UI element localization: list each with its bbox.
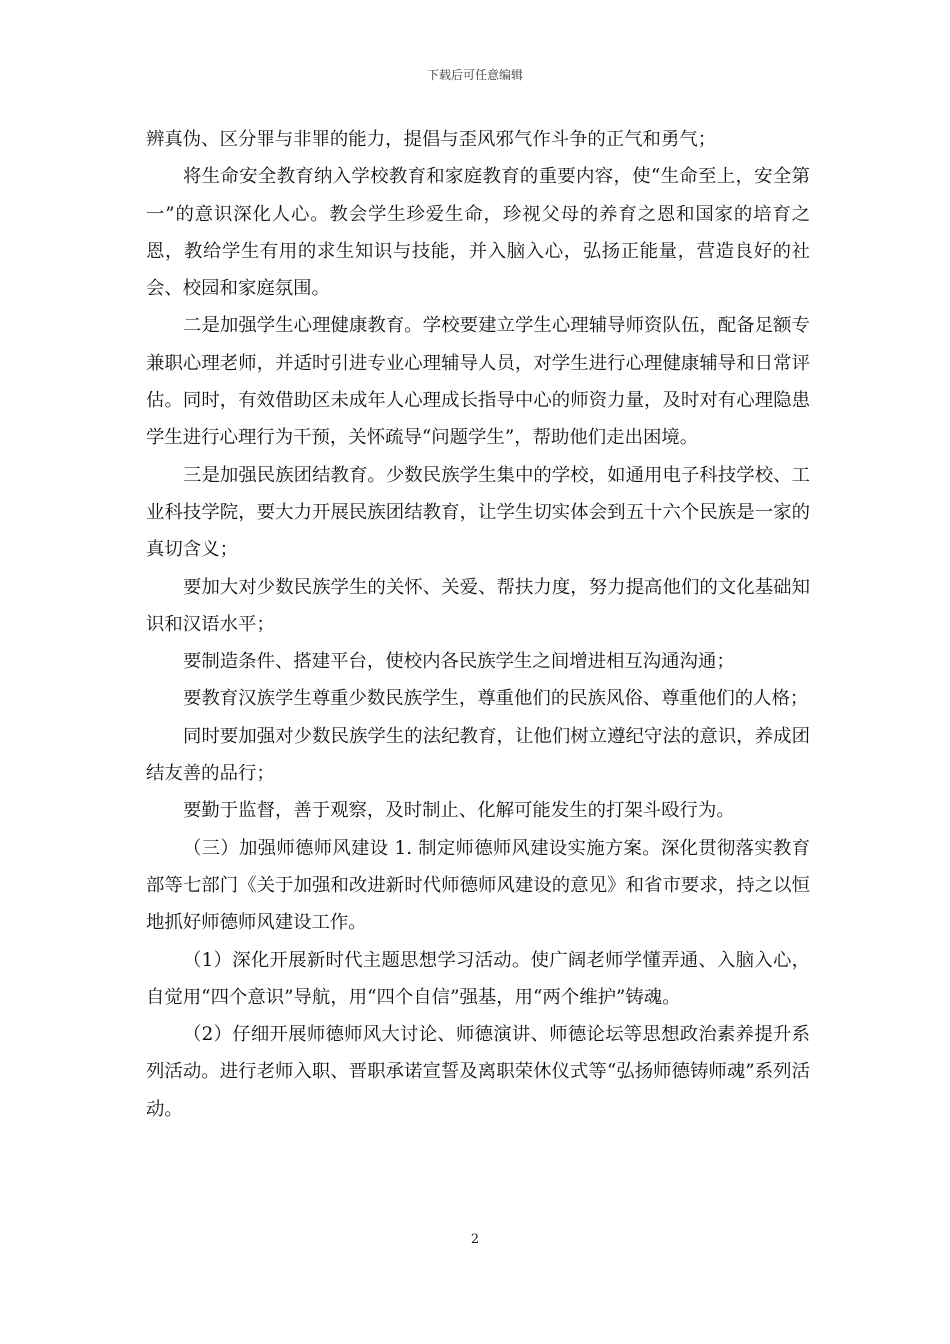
paragraph: 要加大对少数民族学生的关怀、关爱、帮扶力度，努力提高他们的文化基础知识和汉语水平；: [146, 576, 810, 635]
paragraph: 同时要加强对少数民族学生的法纪教育，让他们树立遵纪守法的意识，养成团结友善的品行；: [146, 725, 810, 785]
paragraph: 要制造条件、搭建平台，使校内各民族学生之间增进相互沟通沟通；: [183, 651, 735, 673]
paragraph: 要勤于监督，善于观察，及时制止、化解可能发生的打架斗殴行为。: [183, 800, 735, 822]
page-number: 2: [470, 1232, 480, 1247]
paragraph: 二是加强学生心理健康教育。学校要建立学生心理辅导师资队伍，配备足额专兼职心理老师，并适时引进专业心理辅导人员，对学生进行心理健康辅导和日常评估。同时，有效借助区未成年人心理成长指导中心的师资力量，及时对有心理隐患学生进行心理行为干预，关怀疏导“问题学生”，帮助他们走出困境。: [146, 315, 810, 449]
paragraph: （1）深化开展新时代主题思想学习活动。使广阔老师学懂弄通、入脑入心，自觉用“四个意识”导航，用“四个自信”强基，用“两个维护”铸魂。: [146, 949, 810, 1008]
paragraph: （三）加强师德师风建设 1. 制定师德师风建设实施方案。深化贯彻落实教育部等七部门《关于加强和改进新时代师德师风建设的意见》和省市要求，持之以恒地抓好师德师风建设工作。: [146, 837, 810, 934]
paragraph: （2）仔细开展师德师风大讨论、师德演讲、师德论坛等思想政治素养提升系列活动。进行老师入职、晋职承诺宣誓及离职荣休仪式等“弘扬师德铸师魂”系列活动。: [146, 1024, 810, 1120]
document-body: [146, 121, 810, 1128]
page-header: 下载后可任意编辑: [426, 68, 523, 82]
paragraph: 将生命安全教育纳入学校教育和家庭教育的重要内容，使“生命至上，安全第一”的意识深化人心。教会学生珍爱生命，珍视父母的养育之恩和国家的培育之恩，教给学生有用的求生知识与技能，并入脑入心，弘扬正能量，营造良好的社会、校园和家庭氛围。: [146, 166, 810, 300]
paragraph: 三是加强民族团结教育。少数民族学生集中的学校，如通用电子科技学校、工业科技学院，要大力开展民族团结教育，让学生切实体会到五十六个民族是一家的真切含义；: [146, 464, 810, 561]
paragraph: 辨真伪、区分罪与非罪的能力，提倡与歪风邪气作斗争的正气和勇气；: [146, 129, 717, 150]
paragraph: 要教育汉族学生尊重少数民族学生，尊重他们的民族风俗、尊重他们的人格；: [183, 688, 809, 710]
